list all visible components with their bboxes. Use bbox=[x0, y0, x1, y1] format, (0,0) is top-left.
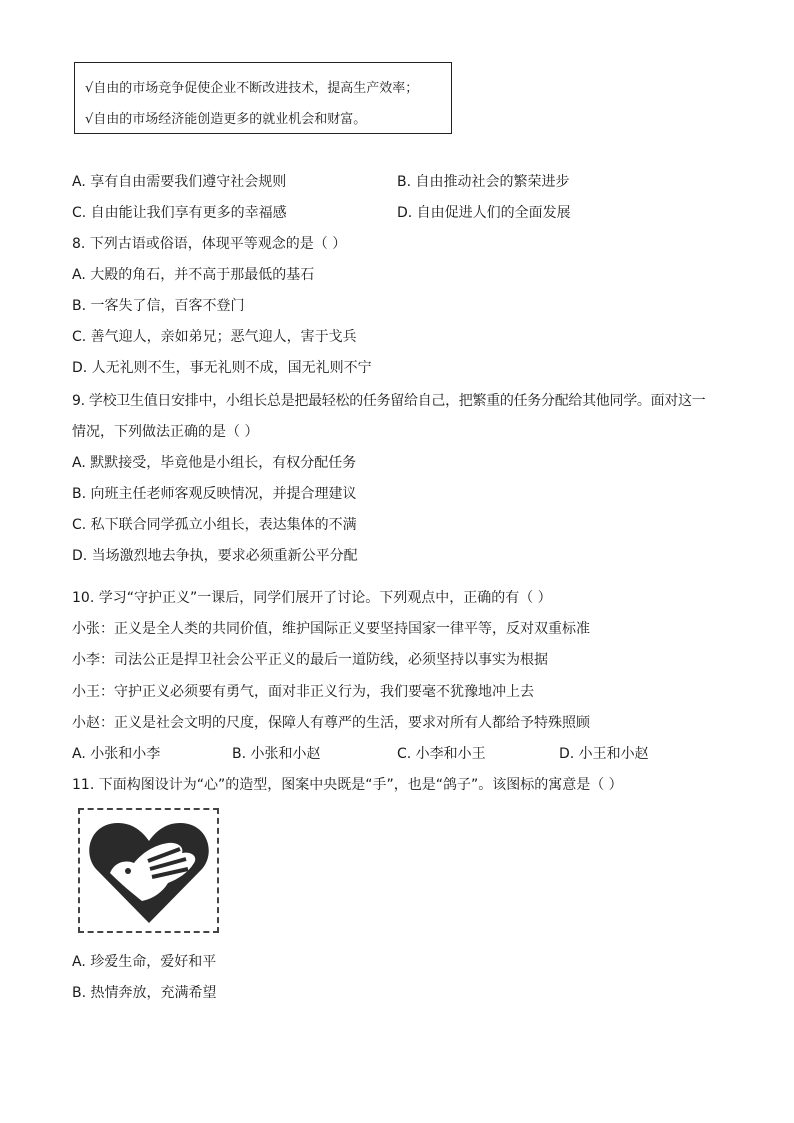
q9-stem-line-2: 情况，下列做法正确的是（ ） bbox=[72, 424, 259, 440]
q11-option-a: A. 珍爱生命，爱好和平 bbox=[72, 954, 217, 970]
q8-option-a: A. 大殿的角石，并不高于那最低的基石 bbox=[72, 267, 315, 283]
heart-hand-dove-icon bbox=[88, 815, 210, 927]
q9-option-c: C. 私下联合同学孤立小组长，表达集体的不满 bbox=[72, 517, 357, 533]
q10-statement-2: 小李：司法公正是捍卫社会公平正义的最后一道防线，必须坚持以事实为根据 bbox=[72, 652, 548, 668]
q10-statement-4: 小赵：正义是社会文明的尺度，保障人有尊严的生活，要求对所有人都给予特殊照顾 bbox=[72, 715, 590, 731]
tip-line-2: √自由的市场经济能创造更多的就业机会和财富。 bbox=[85, 112, 367, 127]
heart-hand-dove-logo bbox=[78, 808, 219, 933]
q10-stem: 10. 学习“守护正义”一课后，同学们展开了讨论。下列观点中，正确的有（ ） bbox=[72, 590, 552, 606]
q9-stem-line-1: 9. 学校卫生值日安排中，小组长总是把最轻松的任务留给自己，把繁重的任务分配给其他同学。面对这一 bbox=[72, 393, 706, 409]
q7-option-c: C. 自由能让我们享有更多的幸福感 bbox=[72, 205, 287, 221]
q8-option-b: B. 一客失了信，百客不登门 bbox=[72, 298, 245, 314]
q9-option-a: A. 默默接受，毕竟他是小组长，有权分配任务 bbox=[72, 455, 357, 471]
q7-option-d: D. 自由促进人们的全面发展 bbox=[397, 205, 571, 221]
q10-option-d: D. 小王和小赵 bbox=[559, 746, 649, 762]
tip-box bbox=[74, 62, 452, 134]
q10-option-b: B. 小张和小赵 bbox=[232, 746, 321, 762]
q8-option-d: D. 人无礼则不生，事无礼则不成，国无礼则不宁 bbox=[72, 360, 372, 376]
q11-stem: 11. 下面构图设计为“心”的造型，图案中央既是“手”，也是“鸽子”。该图标的寓意是（ ） bbox=[72, 777, 623, 793]
q10-statement-1: 小张：正义是全人类的共同价值，维护国际正义要坚持国家一律平等，反对双重标准 bbox=[72, 621, 590, 637]
q10-option-c: C. 小李和小王 bbox=[397, 746, 486, 762]
q10-option-a: A. 小张和小李 bbox=[72, 746, 161, 762]
q9-option-d: D. 当场激烈地去争执，要求必须重新公平分配 bbox=[72, 548, 358, 564]
q10-statement-3: 小王：守护正义必须要有勇气，面对非正义行为，我们要毫不犹豫地冲上去 bbox=[72, 684, 534, 700]
q8-stem: 8. 下列古语或俗语，体现平等观念的是（ ） bbox=[72, 236, 347, 252]
q9-option-b: B. 向班主任老师客观反映情况，并提合理建议 bbox=[72, 486, 357, 502]
q11-option-b: B. 热情奔放，充满希望 bbox=[72, 985, 217, 1001]
q7-option-b: B. 自由推动社会的繁荣进步 bbox=[397, 174, 570, 190]
tip-line-1: √自由的市场竞争促使企业不断改进技术，提高生产效率； bbox=[85, 81, 419, 96]
q8-option-c: C. 善气迎人，亲如弟兄；恶气迎人，害于戈兵 bbox=[72, 329, 357, 345]
q7-option-a: A. 享有自由需要我们遵守社会规则 bbox=[72, 174, 287, 190]
